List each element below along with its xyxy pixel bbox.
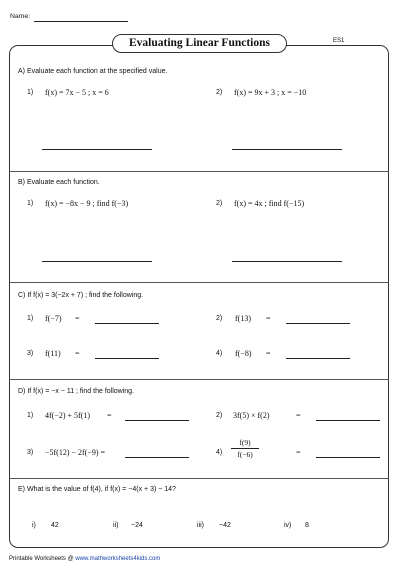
option-value: 42: [51, 522, 59, 529]
section-divider: [9, 478, 389, 479]
option-value: 8: [305, 522, 309, 529]
question-number: 1): [27, 412, 34, 419]
equals-sign: =: [266, 349, 271, 358]
answer-line[interactable]: [95, 358, 159, 359]
answer-line[interactable]: [286, 358, 350, 359]
question-expression: f(x) = −8x − 9 ; find f(−3): [45, 199, 129, 208]
question-expression: 4f(−2) + 5f(1): [45, 411, 91, 420]
section-d-instruction: D) If f(x) = −x − 11 ; find the following.: [18, 388, 135, 395]
fraction-bar: [231, 448, 259, 449]
question-expression: f(x) = 9x + 3 ; x = −10: [234, 88, 307, 97]
equals-sign: =: [75, 314, 80, 323]
answer-line[interactable]: [232, 149, 342, 150]
equals-sign: =: [266, 314, 271, 323]
question-expression: −5f(12) − 2f(−9) =: [45, 448, 106, 457]
question-number: 2): [216, 89, 223, 96]
section-e-instruction: E) What is the value of f(4), if f(x) = −4(x + 3) − 14?: [18, 486, 176, 493]
question-number: 4): [216, 350, 223, 357]
section-divider: [9, 379, 389, 380]
question-number: 1): [27, 315, 34, 322]
answer-line[interactable]: [42, 149, 152, 150]
question-expression: f(−7): [45, 314, 62, 323]
question-expression: 3f(5) × f(2): [233, 411, 270, 420]
answer-line[interactable]: [125, 457, 189, 458]
answer-line[interactable]: [125, 420, 189, 421]
answer-line[interactable]: [286, 323, 350, 324]
answer-line[interactable]: [95, 323, 159, 324]
question-number: 4): [216, 449, 223, 456]
option-label: ii): [113, 522, 119, 529]
option-label: iv): [284, 522, 292, 529]
option-label: i): [32, 522, 36, 529]
question-number: 3): [27, 449, 34, 456]
section-divider: [9, 282, 389, 283]
question-number: 2): [216, 315, 223, 322]
question-number: 1): [27, 200, 34, 207]
question-number: 3): [27, 350, 34, 357]
footer-site-link[interactable]: www.mathworksheets4kids.com: [75, 556, 161, 562]
answer-line[interactable]: [316, 420, 380, 421]
name-field-line[interactable]: [34, 21, 128, 22]
option-value: −42: [219, 522, 231, 529]
equals-sign: =: [107, 411, 112, 420]
section-divider: [9, 171, 389, 172]
fraction-denominator: f(−6): [237, 450, 253, 459]
section-a-instruction: A) Evaluate each function at the specified value.: [18, 68, 168, 75]
question-expression: f(x) = 4x ; find f(−15): [234, 199, 305, 208]
fraction-numerator: f(9): [239, 438, 251, 447]
worksheet-title: Evaluating Linear Functions: [112, 34, 287, 53]
option-value: −24: [131, 522, 143, 529]
question-number: 2): [216, 412, 223, 419]
question-number: 1): [27, 89, 34, 96]
question-number: 2): [216, 200, 223, 207]
footer: [9, 556, 160, 562]
footer-prefix: Printable Worksheets @: [9, 556, 76, 562]
option-label: iii): [197, 522, 204, 529]
answer-line[interactable]: [42, 261, 152, 262]
question-expression: f(−8): [235, 349, 252, 358]
section-c-instruction: C) If f(x) = 3(−2x + 7) ; find the following.: [18, 292, 144, 299]
question-expression: f(13): [235, 314, 251, 323]
fraction-expression: [231, 438, 259, 459]
name-label: Name:: [10, 13, 31, 20]
worksheet-code: ES1: [333, 38, 345, 44]
section-b-instruction: B) Evaluate each function.: [18, 179, 100, 186]
question-expression: f(11): [45, 349, 61, 358]
answer-line[interactable]: [316, 457, 380, 458]
equals-sign: =: [296, 411, 301, 420]
equals-sign: =: [75, 349, 80, 358]
question-expression: f(x) = 7x − 5 ; x = 6: [45, 88, 109, 97]
equals-sign: =: [296, 448, 301, 457]
answer-line[interactable]: [232, 261, 342, 262]
